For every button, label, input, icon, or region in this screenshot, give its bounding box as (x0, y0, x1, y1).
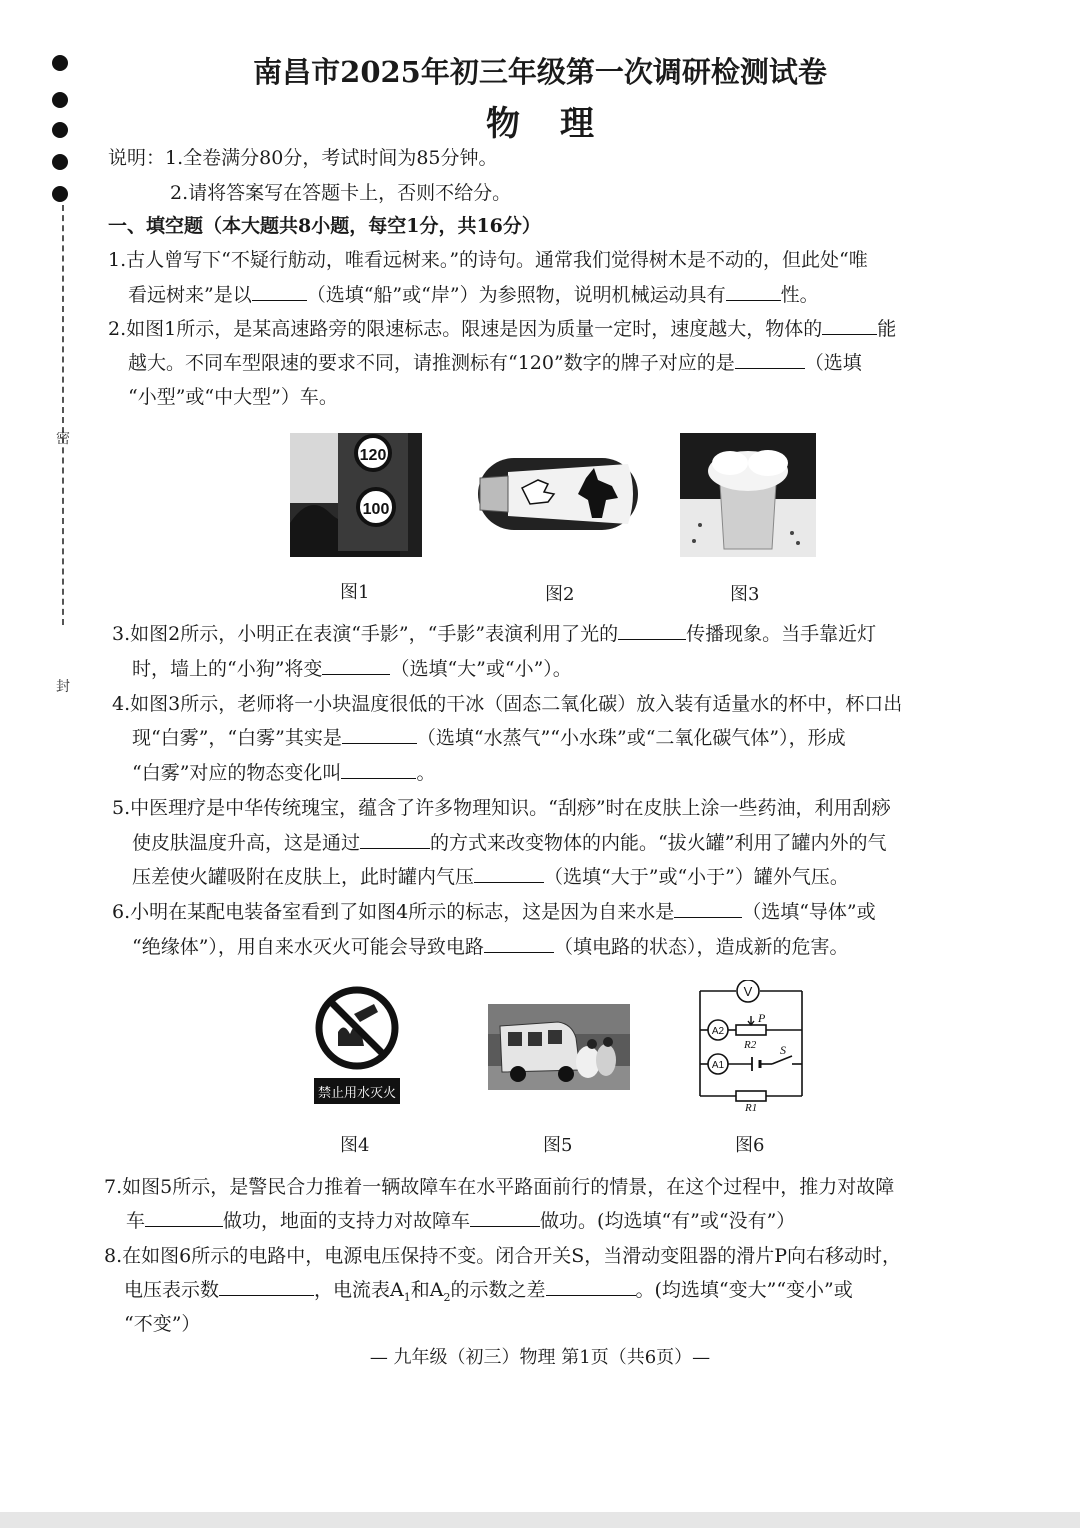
answer-blank[interactable] (674, 899, 742, 918)
question-text: “白雾”对应的物态变化叫 (132, 762, 342, 784)
question-text: 做功，地面的支持力对故障车 (223, 1210, 471, 1232)
question-text: 电压表示数 (124, 1279, 220, 1301)
instructions (108, 145, 498, 171)
answer-blank[interactable] (341, 760, 416, 779)
question-5-line (132, 830, 886, 856)
question-7-line (126, 1208, 795, 1234)
question-text: 压差使火罐吸附在皮肤上，此时罐内气压 (132, 866, 475, 888)
question-text: ，电流表A (314, 1279, 404, 1301)
question-5-line (132, 864, 849, 890)
question-8-line: “不变”） (124, 1313, 201, 1335)
question-text: （选填“导体”或 (742, 901, 876, 923)
page-footer: — 九年级（初三）物理 第1页（共6页）— (369, 1347, 711, 1368)
question-text: （选填“船”或“岸”）为参照物，说明机械运动具有 (306, 284, 726, 306)
figure-5-caption: 图5 (543, 1135, 573, 1156)
question-text: 做功。(均选填“有”或“没有”） (540, 1210, 796, 1232)
question-8-line: 8.在如图6所示的电路中，电源电压保持不变。闭合开关S，当滑动变阻器的滑片P向右移动时， (104, 1245, 902, 1267)
question-1-line (128, 282, 819, 308)
question-1-line: 1.古人曾写下“不疑行舫动，唯看远树来。”的诗句。通常我们觉得树木是不动的，但此处“唯 (108, 249, 868, 271)
sign-120-label: 120 (359, 447, 387, 464)
figure-2-hand-shadow (478, 458, 638, 530)
question-6-line (132, 934, 848, 960)
question-text: 使皮肤温度升高，这是通过 (132, 832, 361, 854)
figure-2-caption: 图2 (545, 584, 575, 605)
figure-3-caption: 图3 (730, 584, 760, 605)
figure-4-caption: 图4 (340, 1135, 370, 1156)
ammeter-2-label: A2 (711, 1026, 725, 1037)
question-text: “绝缘体”），用自来水灭火可能会导致电路 (132, 936, 484, 958)
question-text: 2.如图1所示，是某高速路旁的限速标志。限速是因为质量一定时，速度越大，物体的 (108, 318, 823, 340)
answer-blank[interactable] (145, 1208, 223, 1227)
answer-blank[interactable] (822, 316, 877, 335)
scan-edge (0, 1512, 1080, 1528)
question-8-line (124, 1277, 853, 1311)
answer-blank[interactable] (474, 864, 544, 883)
binding-hole (52, 154, 68, 170)
switch-label: S (780, 1043, 786, 1057)
question-2-line (128, 350, 862, 376)
binding-hole (52, 186, 68, 202)
exam-title: 南昌市2025年初三年级第一次调研检测试卷 (253, 55, 827, 89)
question-text: 的方式来改变物体的内能。“拔火罐”利用了罐内外的气 (430, 832, 887, 854)
answer-blank[interactable] (726, 282, 781, 301)
question-text: 6.小明在某配电装备室看到了如图4所示的标志，这是因为自来水是 (112, 901, 675, 923)
question-text: （选填“水蒸气”“小水珠”或“二氧化碳气体”），形成 (416, 727, 846, 749)
question-text: （选填 (804, 352, 862, 374)
question-2-line: “小型”或“中大型”）车。 (128, 386, 338, 408)
question-text: 性。 (780, 284, 819, 306)
instructions-label: 说明： (108, 147, 166, 169)
question-text: 的示数之差 (450, 1279, 546, 1301)
figure-1-speed-sign-photo (290, 433, 422, 557)
section-heading: 一、填空题（本大题共8小题，每空1分，共16分） (108, 215, 541, 237)
question-text: （选填“大于”或“小于”）罐外气压。 (544, 866, 849, 888)
answer-blank[interactable] (322, 656, 390, 675)
answer-blank[interactable] (219, 1277, 314, 1296)
instruction-item: 1.全卷满分80分，考试时间为85分钟。 (165, 147, 498, 169)
binding-dashed-line (62, 205, 64, 625)
answer-blank[interactable] (618, 621, 686, 640)
question-4-line (132, 725, 846, 751)
question-3-line (132, 656, 572, 682)
subject-title: 物理 (486, 104, 634, 144)
subscript: 1 (403, 1290, 411, 1304)
question-text: 。 (416, 762, 436, 784)
figure-4-no-water-sign (312, 984, 402, 1106)
subscript: 2 (443, 1290, 451, 1304)
question-text: 。(均选填“变大”“变小”或 (635, 1279, 853, 1301)
question-3-line (112, 621, 876, 647)
question-text: 看远树来”是以 (128, 284, 252, 306)
resistor-label: R1 (745, 1102, 758, 1112)
answer-blank[interactable] (342, 725, 417, 744)
question-text: 车 (126, 1210, 146, 1232)
ammeter-1-label: A1 (711, 1060, 725, 1071)
question-text: （填电路的状态），造成新的危害。 (553, 936, 849, 958)
question-text: 时，墙上的“小狗”将变 (132, 658, 323, 680)
rheostat-label: R2 (744, 1039, 757, 1051)
answer-blank[interactable] (470, 1208, 540, 1227)
no-water-sign-text: 禁止用水灭火 (317, 1086, 397, 1101)
voltmeter-label: V (743, 984, 753, 999)
instruction-item: 2.请将答案写在答题卡上，否则不给分。 (170, 182, 512, 204)
answer-blank[interactable] (735, 350, 805, 369)
question-text: 和A (410, 1279, 444, 1301)
question-7-line: 7.如图5所示，是警民合力推着一辆故障车在水平路面前行的情景，在这个过程中，推力对故障 (104, 1176, 895, 1198)
question-4-line: 4.如图3所示，老师将一小块温度很低的干冰（固态二氧化碳）放入装有适量水的杯中，杯口出 (112, 693, 903, 715)
binding-mark-seal: 封 (56, 679, 70, 695)
answer-blank[interactable] (546, 1277, 636, 1296)
answer-blank[interactable] (360, 830, 430, 849)
slider-label: P (758, 1011, 766, 1025)
figure-3-dry-ice-cup (680, 433, 816, 557)
figure-5-push-car-photo (488, 1004, 630, 1090)
figure-6-caption: 图6 (735, 1135, 765, 1156)
question-text: 越大。不同车型限速的要求不同，请推测标有“120”数字的牌子对应的是 (128, 352, 735, 374)
question-text: 传播现象。当手靠近灯 (686, 623, 877, 645)
question-6-line (112, 899, 876, 925)
binding-mark-seal: 密 (56, 431, 70, 447)
figure-6-circuit-diagram (696, 980, 806, 1112)
answer-blank[interactable] (252, 282, 307, 301)
question-text: 能 (877, 318, 897, 340)
figure-1-caption: 图1 (340, 582, 370, 603)
question-text: 3.如图2所示，小明正在表演“手影”，“手影”表演利用了光的 (112, 623, 619, 645)
question-2-line (108, 316, 896, 342)
question-5-line: 5.中医理疗是中华传统瑰宝，蕴含了许多物理知识。“刮痧”时在皮肤上涂一些药油，利用刮痧 (112, 797, 891, 819)
question-text: （选填“大”或“小”）。 (390, 658, 572, 680)
question-text: 现“白雾”，“白雾”其实是 (132, 727, 342, 749)
question-4-line (132, 760, 435, 786)
answer-blank[interactable] (484, 934, 554, 953)
sign-100-label: 100 (362, 501, 390, 518)
